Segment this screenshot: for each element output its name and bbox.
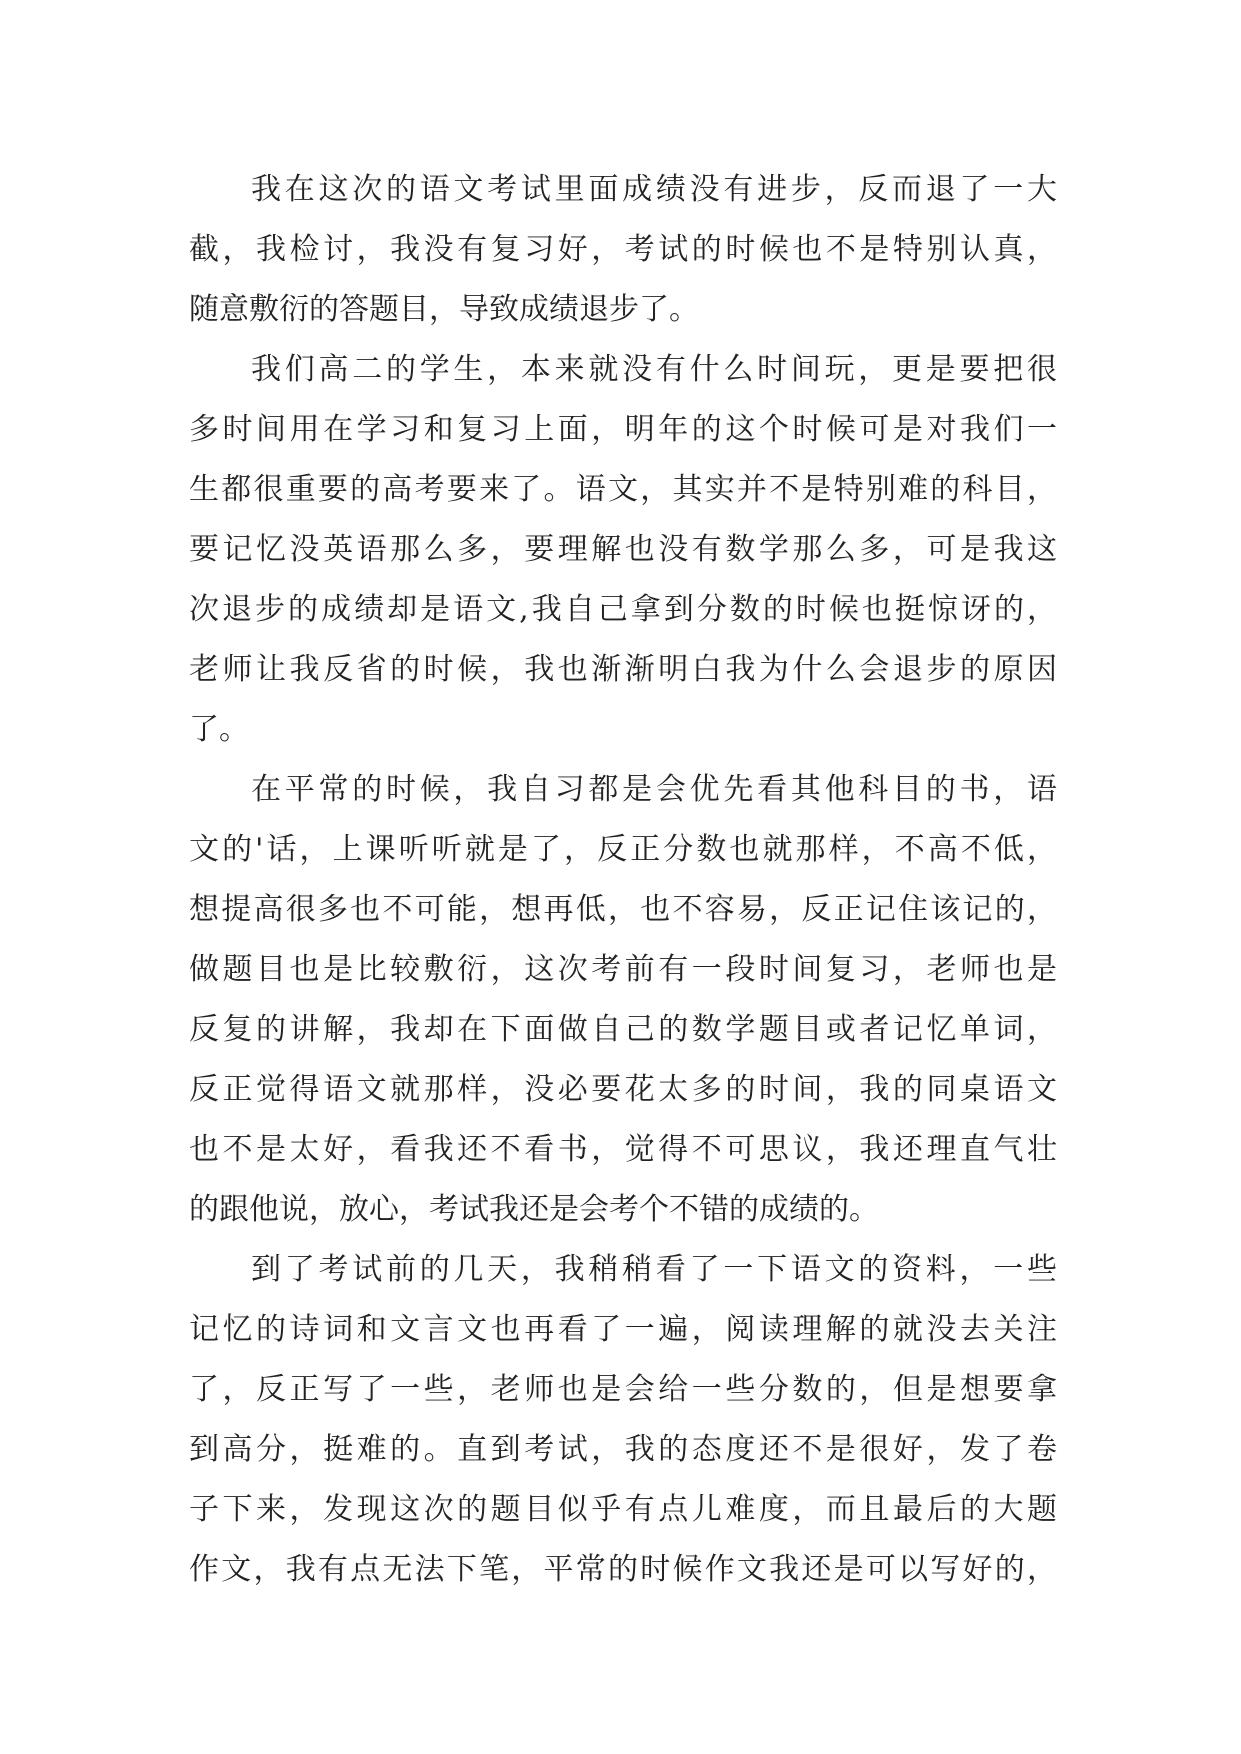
text-line: 记忆的诗词和文言文也再看了一遍，阅读理解的就没去关注 bbox=[189, 1312, 1057, 1347]
text-line: 要记忆没英语那么多，要理解也没有数学那么多，可是我这 bbox=[189, 532, 1057, 567]
paragraph-4 bbox=[189, 1240, 1057, 1600]
text-line: 随意敷衍的答题目，导致成绩退步了。 bbox=[189, 292, 699, 327]
text-line: 反正觉得语文就那样，没必要花太多的时间，我的同桌语文 bbox=[189, 1072, 1057, 1107]
document-body bbox=[189, 160, 1057, 1600]
text-line: 次退步的成绩却是语文,我自己拿到分数的时候也挺惊讶的， bbox=[189, 592, 1057, 627]
text-line: 文的'话，上课听听就是了，反正分数也就那样，不高不低， bbox=[189, 832, 1057, 867]
text-line: 到了考试前的几天，我稍稍看了一下语文的资料，一些 bbox=[251, 1252, 1057, 1287]
text-line: 到高分，挺难的。直到考试，我的态度还不是很好，发了卷 bbox=[189, 1432, 1057, 1467]
paragraph-3 bbox=[189, 760, 1057, 1240]
paragraph-1 bbox=[189, 160, 1057, 340]
text-line: 生都很重要的高考要来了。语文，其实并不是特别难的科目， bbox=[189, 472, 1057, 507]
text-line: 我们高二的学生，本来就没有什么时间玩，更是要把很 bbox=[251, 352, 1057, 387]
text-line: 我在这次的语文考试里面成绩没有进步，反而退了一大 bbox=[251, 172, 1057, 207]
text-line: 想提高很多也不可能，想再低，也不容易，反正记住该记的， bbox=[189, 892, 1057, 927]
paragraph-2 bbox=[189, 340, 1057, 760]
text-line: 作文，我有点无法下笔，平常的时候作文我还是可以写好的， bbox=[189, 1552, 1057, 1587]
text-line: 在平常的时候，我自习都是会优先看其他科目的书，语 bbox=[251, 772, 1057, 807]
text-line: 老师让我反省的时候，我也渐渐明白我为什么会退步的原因 bbox=[189, 652, 1057, 687]
text-line: 的跟他说，放心，考试我还是会考个不错的成绩的。 bbox=[189, 1192, 879, 1227]
text-line: 多时间用在学习和复习上面，明年的这个时候可是对我们一 bbox=[189, 412, 1057, 447]
text-line: 截，我检讨，我没有复习好，考试的时候也不是特别认真， bbox=[189, 232, 1057, 267]
text-line: 了。 bbox=[189, 712, 249, 747]
text-line: 了，反正写了一些，老师也是会给一些分数的，但是想要拿 bbox=[189, 1372, 1057, 1407]
text-line: 子下来，发现这次的题目似乎有点儿难度，而且最后的大题 bbox=[189, 1492, 1057, 1527]
text-line: 做题目也是比较敷衍，这次考前有一段时间复习，老师也是 bbox=[189, 952, 1057, 987]
text-line: 也不是太好，看我还不看书，觉得不可思议，我还理直气壮 bbox=[189, 1132, 1057, 1167]
text-line: 反复的讲解，我却在下面做自己的数学题目或者记忆单词， bbox=[189, 1012, 1057, 1047]
